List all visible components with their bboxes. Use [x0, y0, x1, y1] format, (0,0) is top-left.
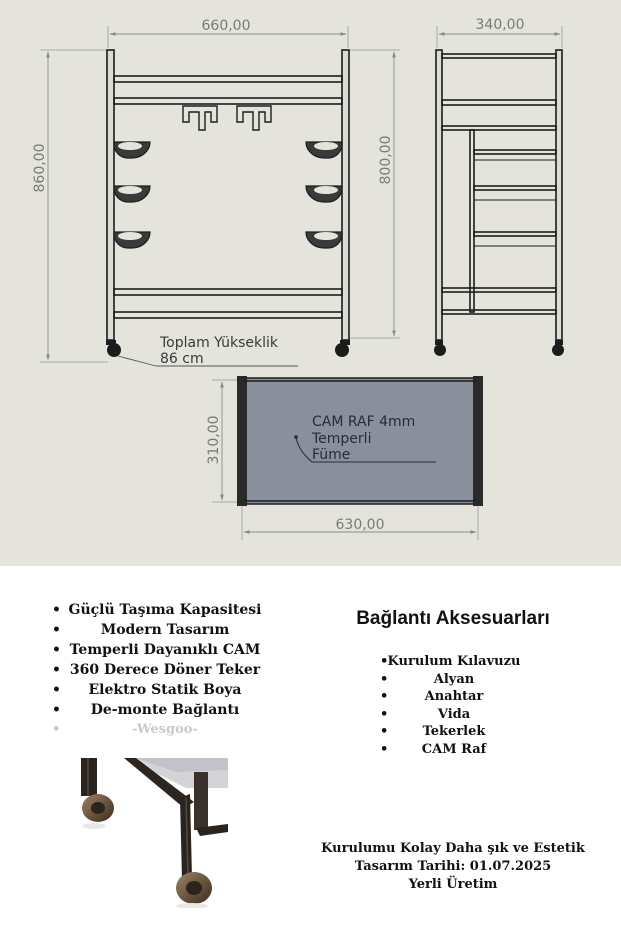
shelf-height-label: 310,00 — [206, 415, 222, 465]
shelf-width-label: 630,00 — [335, 517, 385, 533]
inner-height-dimension-label: 800,00 — [378, 135, 394, 185]
accessory-item: • Alyan — [378, 671, 530, 689]
feature-item: • Temperli Dayanıklı CAM — [50, 640, 280, 660]
feature-item: • Elektro Statik Boya — [50, 680, 280, 700]
glass-note-type: Temperli — [312, 431, 372, 447]
front-view — [32, 18, 400, 367]
note-origin: Yerli Üretim — [408, 877, 498, 892]
glass-note-thickness: CAM RAF 4mm — [312, 414, 416, 430]
accessory-item: • Vida — [378, 706, 530, 724]
depth-dimension-label: 340,00 — [475, 17, 525, 33]
height-dimension-label: 860,00 — [32, 143, 48, 193]
feature-item: • 360 Derece Döner Teker — [50, 660, 280, 680]
accessory-item: • Tekerlek — [378, 723, 530, 741]
accessories-list — [378, 653, 530, 759]
feature-item: • Güçlü Taşıma Kapasitesi — [50, 600, 280, 620]
total-height-note — [118, 335, 298, 367]
glass-note-color: Füme — [312, 447, 351, 463]
product-notes — [320, 840, 586, 894]
glass-shelf-view — [206, 376, 483, 540]
side-wheels — [434, 340, 564, 356]
total-height-label: Toplam Yükseklik — [160, 335, 279, 351]
side-view — [434, 17, 564, 356]
brand-item: • -Wesgoo- — [50, 720, 280, 740]
accessory-item: • CAM Raf — [378, 741, 530, 759]
accessory-item: • Kurulum Kılavuzu — [378, 653, 530, 671]
accessory-item: • Anahtar — [378, 688, 530, 706]
shelf-left-rail — [237, 376, 247, 506]
note-design-date: Tasarım Tarihi: 01.07.2025 — [354, 859, 552, 874]
note-install: Kurulumu Kolay Daha şık ve Estetik — [321, 841, 585, 856]
info-section — [0, 566, 621, 931]
side-baskets — [114, 142, 342, 248]
product-photo — [76, 758, 228, 908]
feature-item: • De-monte Bağlantı — [50, 700, 280, 720]
shelf-right-rail — [473, 376, 483, 506]
hook-brackets — [183, 106, 271, 130]
feature-list — [50, 600, 280, 740]
total-height-value: 86 cm — [160, 351, 204, 367]
accessories-title: Bağlantı Aksesuarları — [356, 608, 550, 629]
feature-item: • Modern Tasarım — [50, 620, 280, 640]
width-dimension-label: 660,00 — [201, 18, 251, 34]
